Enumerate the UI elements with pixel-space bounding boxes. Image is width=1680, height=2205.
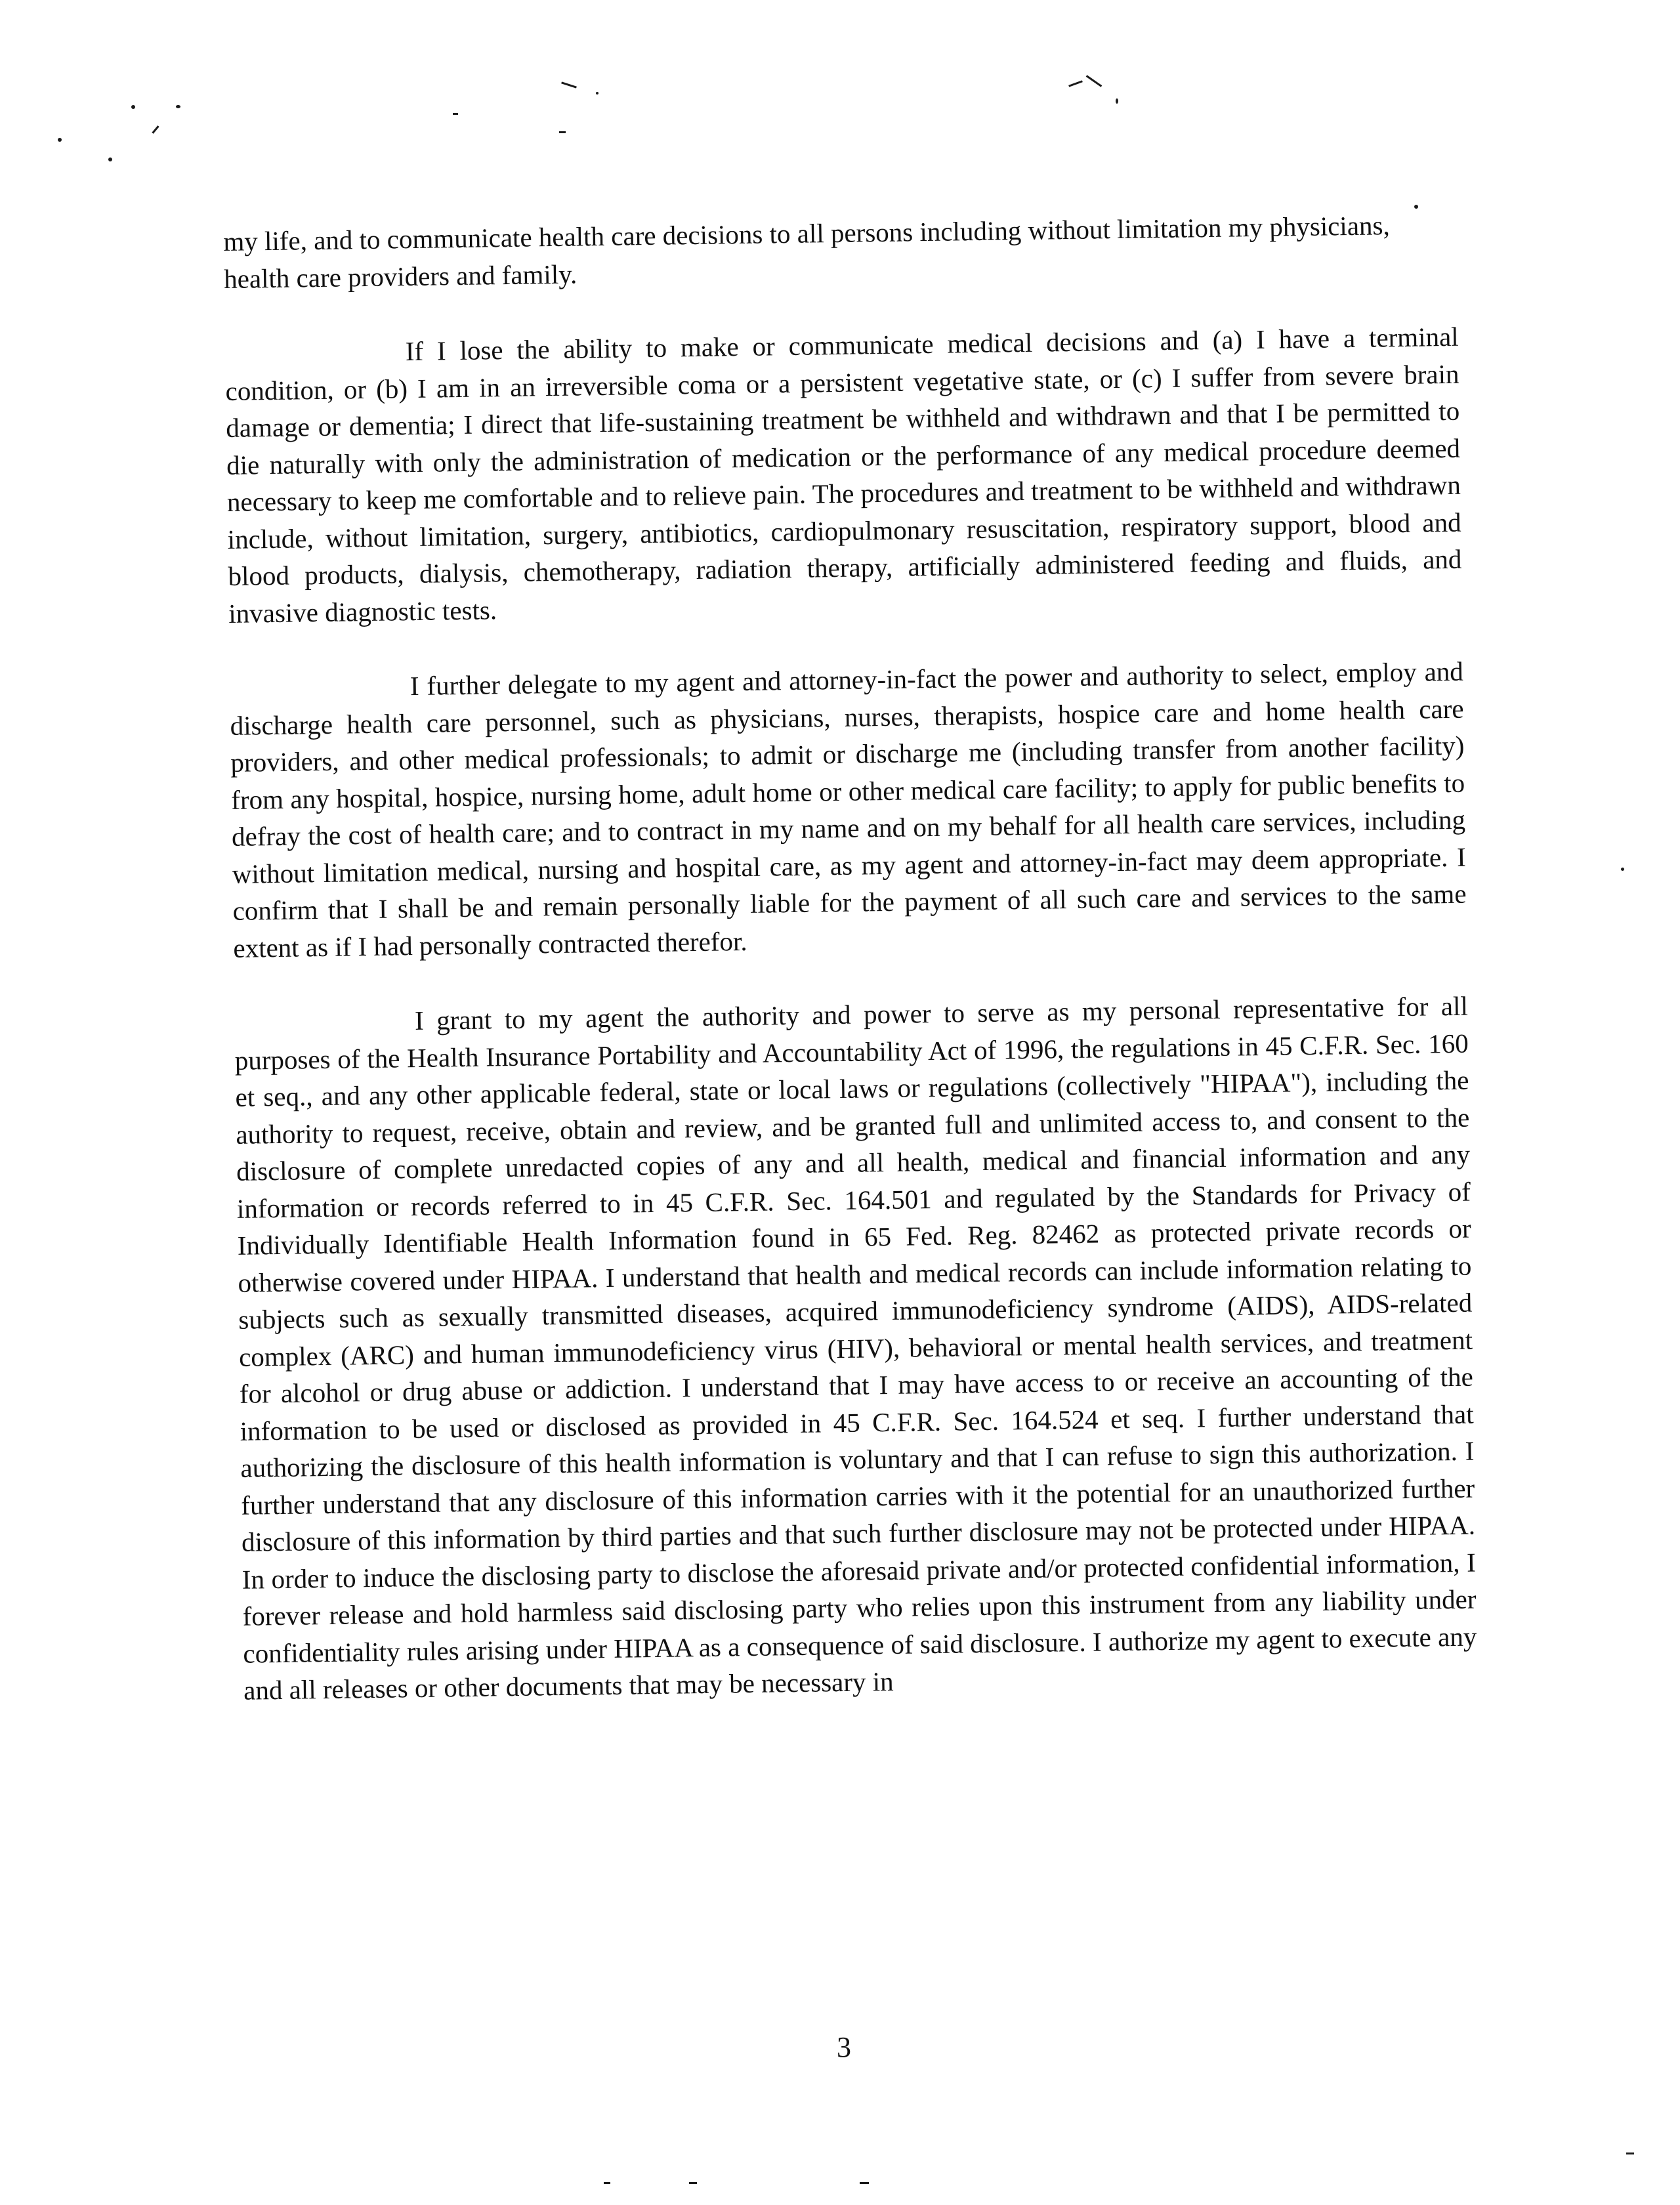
scan-speck [131,105,135,109]
scan-mark [689,2182,697,2184]
scan-speck [1116,98,1118,104]
page-number: 3 [837,2031,851,2063]
paragraph-health-care-personnel: I further delegate to my agent and attorney-in-fact the power and authority to select, employ and discharge health care personnel, such as physicians, nurses, therapists, hospice care and home health care providers, and other medical professionals; to admit or discharge me (including transfer from another facility) from any hospital, hospice, nursing home, adult home or other medical care facility; to apply for public benefits to defray the cost of health care; and to contract in my name and on my behalf for all health care services, including without limitation medical, nursing and hospital care, as my agent and attorney-in-fact may deem appropriate. I confirm that I shall be and remain personally liable for the payment of all such care and services to the same extent as if I had personally contracted therefor. [230,656,1467,963]
scan-mark [1626,2152,1634,2154]
scan-mark [860,2182,869,2184]
scan-speck [108,158,112,161]
scan-speck [58,138,62,142]
scan-speck [176,105,180,108]
scan-mark [604,2182,610,2184]
document-body [223,206,1478,1748]
scan-mark [453,113,458,115]
scan-speck [1621,868,1624,871]
scan-mark [1086,75,1102,87]
scan-mark [559,131,566,133]
paragraph-continuation: my life, and to communicate health care decisions to all persons including without limitation my physicians, health care providers and family. [223,210,1390,294]
scan-mark [561,81,577,88]
scan-mark [152,125,159,134]
paragraph-life-sustaining-treatment: If I lose the ability to make or communicate medical decisions and (a) I have a terminal condition, or (b) I am in an irreversible coma or a persistent vegetative state, or (c) I suffer from severe brain damage or dementia; I direct that life-sustaining treatment be withheld and withdrawn and that I be permitted to die naturally with only the administration of medication or the performance of any medical procedure deemed necessary to keep me comfortable and to relieve pain. The procedures and treatment to be withheld and withdrawn include, without limitation, surgery, antibiotics, cardiopulmonary resuscitation, respiratory support, blood and blood products, dialysis, chemotherapy, radiation therapy, artificially administered feeding and fluids, and invasive diagnostic tests. [225,321,1462,629]
scan-speck [596,92,598,94]
paragraph-hipaa-authority: I grant to my agent the authority and power to serve as my personal representative for all purposes of the Health Insurance Portability and Accountability Act of 1996, the regulations in 45 C.F.R. Sec. 160 et seq., and any other applicable federal, state or local laws or regulations (collectively "HIPAA"), including the authority to request, receive, obtain and review, and be granted full and unlimited access to, and consent to the disclosure of complete unredacted copies of any and all health, medical and financial information and any information or records referred to in 45 C.F.R. Sec. 164.501 and regulated by the Standards for Privacy of Individually Identifiable Health Information found in 65 Fed. Reg. 82462 as protected private records or otherwise covered under HIPAA. I understand that health and medical records can include information relating to subjects such as sexually transmitted diseases, acquired immunodeficiency syndrome (AIDS), AIDS-related complex (ARC) and human immunodeficiency virus (HIV), behavioral or mental health services, and treatment for alcohol or drug abuse or addiction. I understand that I may have access to or receive an accounting of the information to be used or disclosed as provided in 45 C.F.R. Sec. 164.524 et seq. I further understand that authorizing the disclosure of this health information is voluntary and that I can refuse to sign this authorization. I further understand that any disclosure of this information carries with it the potential for an unauthorized further disclosure of this information by third parties and that such further disclosure may not be protected under HIPAA. In order to induce the disclosing party to disclose the aforesaid private and/or protected confidential information, I forever release and hold harmless said disclosing party who relies upon this instrument from any liability under confidentiality rules arising under HIPAA as a consequence of said disclosure. I authorize my agent to execute any and all releases or other documents that may be necessary in [234,990,1477,1706]
scan-mark [1068,80,1083,87]
